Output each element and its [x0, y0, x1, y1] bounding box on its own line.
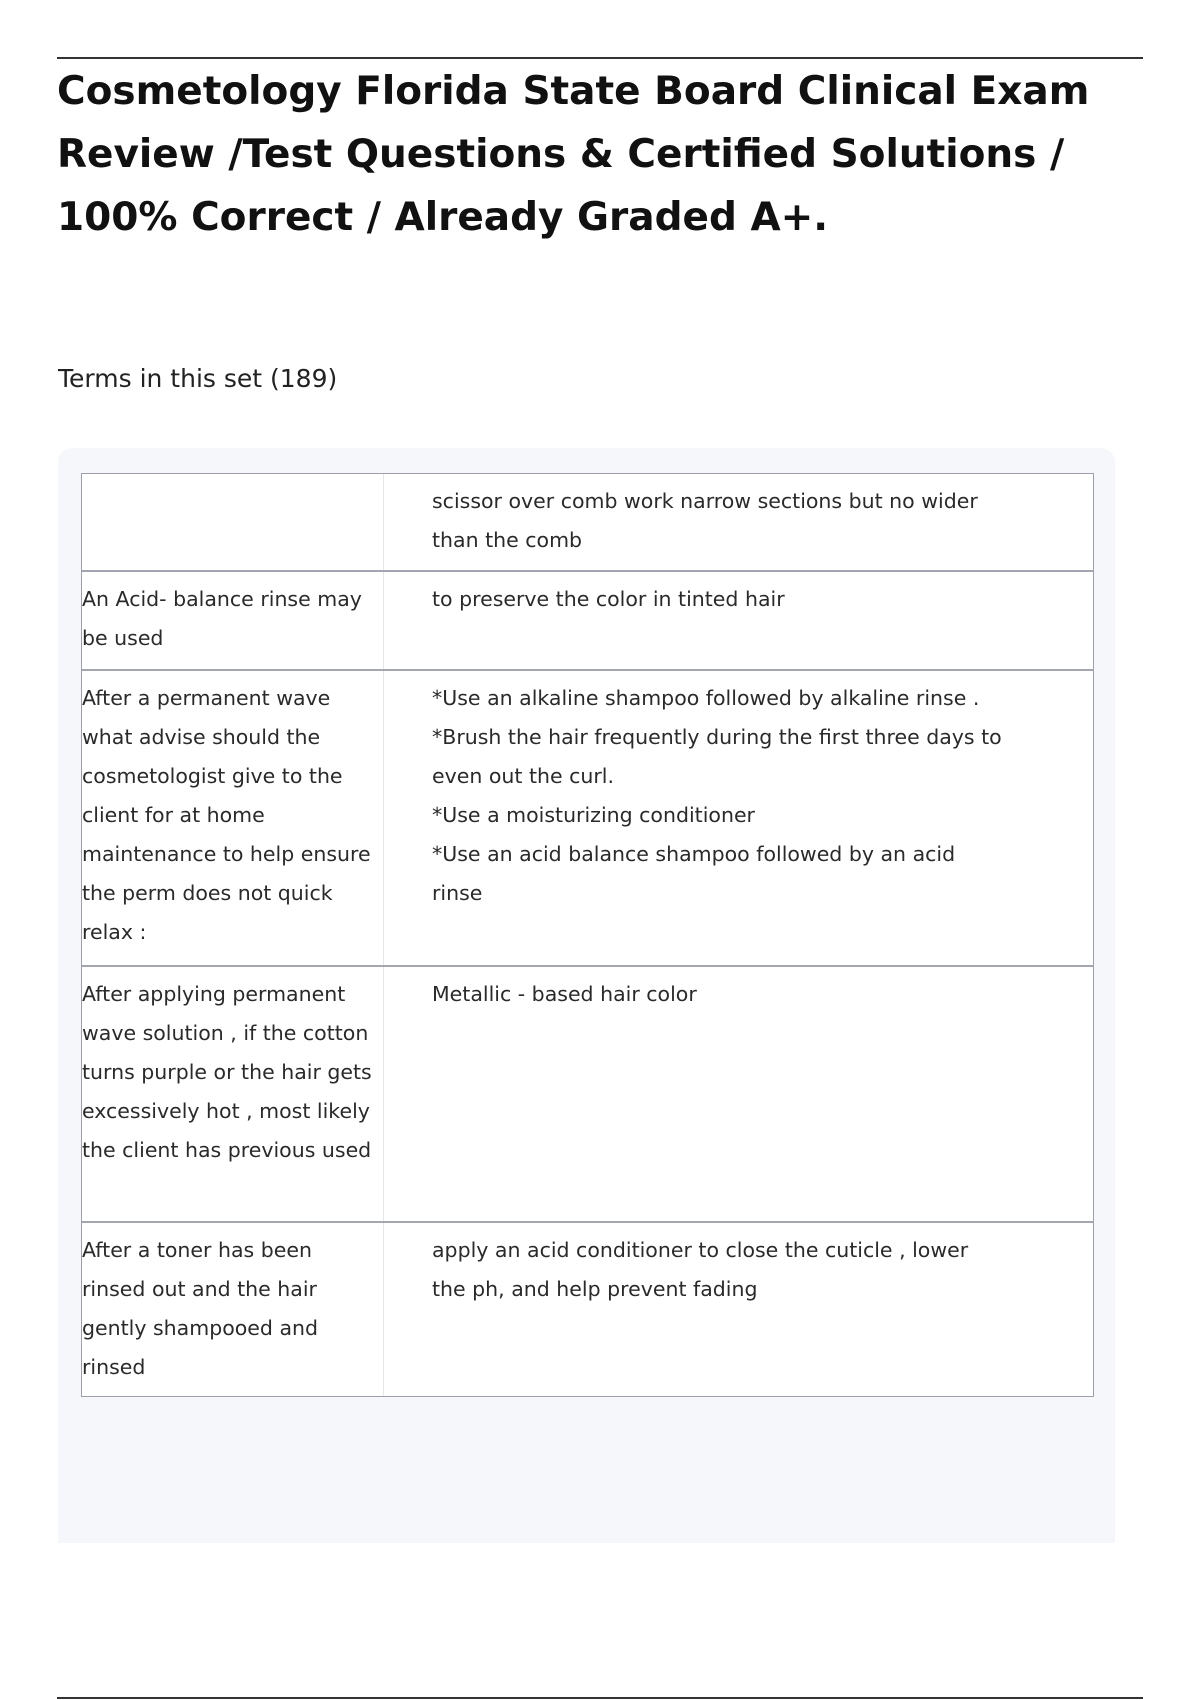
term-cell: After a permanent wave what advise should the cosmetologist give to the client for at home maintenance to help ensure the perm does not quick relax :	[82, 671, 384, 965]
terms-table	[81, 473, 1094, 1397]
table-row	[82, 1221, 1093, 1396]
table-row	[82, 669, 1093, 965]
terms-count-label: Terms in this set (189)	[58, 364, 338, 393]
definition-cell: apply an acid conditioner to close the cuticle , lower the ph, and help prevent fading	[432, 1238, 969, 1301]
definition-cell: Metallic - based hair color	[432, 982, 697, 1006]
top-divider	[57, 57, 1143, 59]
table-row	[82, 474, 1093, 570]
term-cell: An Acid- balance rinse may be used	[82, 572, 384, 669]
table-row	[82, 570, 1093, 669]
term-cell: After applying permanent wave solution , if the cotton turns purple or the hair gets excessively hot , most likely the client has previous used	[82, 967, 384, 1221]
term-cell: After a toner has been rinsed out and the hair gently shampooed and rinsed	[82, 1223, 384, 1396]
definition-cell: scissor over comb work narrow sections but no wider than the comb	[432, 489, 978, 552]
term-cell	[82, 474, 384, 570]
page-title: Cosmetology Florida State Board Clinical Exam Review /Test Questions & Certified Solutions / 100% Correct / Already Graded A+.	[57, 69, 1090, 240]
table-row	[82, 965, 1093, 1221]
bottom-divider	[57, 1697, 1143, 1699]
definition-cell: *Use an alkaline shampoo followed by alkaline rinse . *Brush the hair frequently during the first three days to even out the curl. *Use a moisturizing conditioner *Use an acid balance shampoo followed by an acid rinse	[432, 686, 1002, 905]
definition-cell: to preserve the color in tinted hair	[432, 587, 785, 611]
